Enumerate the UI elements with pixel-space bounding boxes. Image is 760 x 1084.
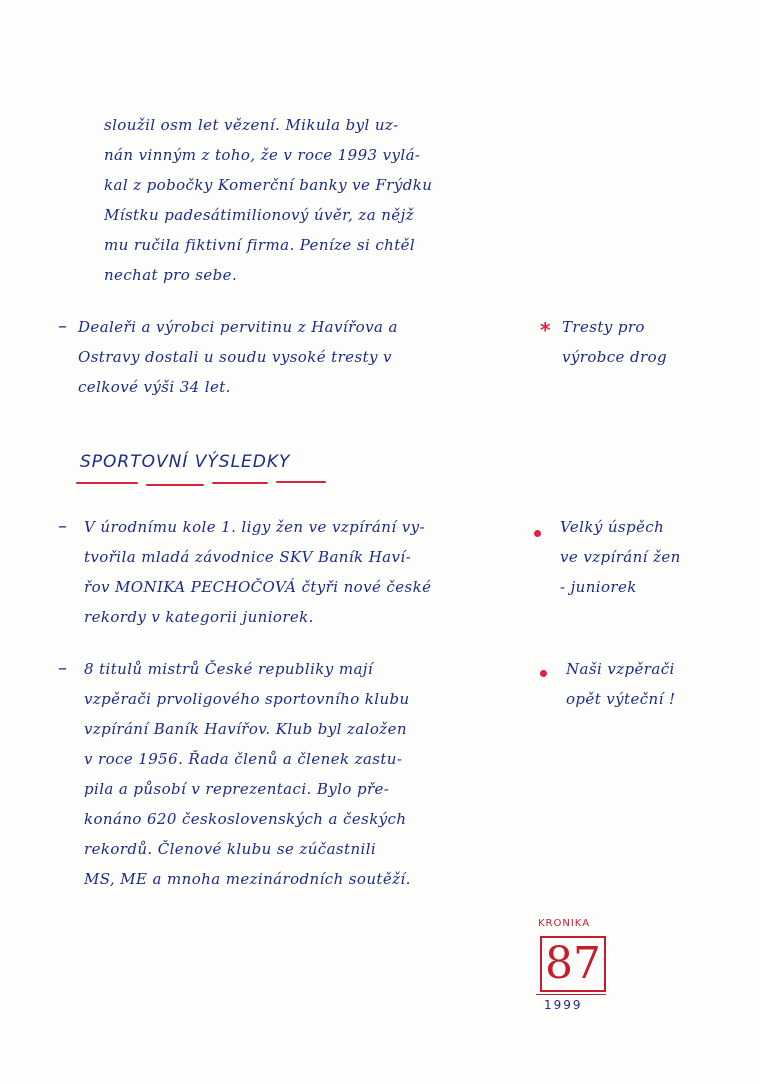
chronicle-stamp [534,918,614,1018]
item-line: Ostravy dostali u soudu vysoké tresty v [78,348,392,366]
item-titles [84,654,411,894]
note-line: Tresty pro [562,318,645,336]
stamp-divider [536,994,606,995]
item-line: vzpírání Baník Havířov. Klub byl založen [84,720,407,738]
item-dealers [78,312,398,402]
intro-line: sloužil osm let vězení. Mikula byl uz- [104,116,399,134]
item-line: Dealeři a výrobci pervitinu z Havířova a [78,318,398,336]
intro-line: kal z pobočky Komerční banky ve Frýdku [104,176,433,194]
item-line: v roce 1956. Řada členů a členek zastu- [84,750,403,768]
note-line: Naši vzpěrači [566,660,675,678]
intro-line: nán vinným z toho, že v roce 1993 vylá- [104,146,421,164]
list-dash: – [58,316,67,337]
red-dot-marker-icon [540,670,547,677]
list-dash: – [58,658,67,679]
item-line: pila a působí v reprezentaci. Bylo pře- [84,780,390,798]
section-heading: SPORTOVNÍ VÝSLEDKY [80,452,291,472]
item-line: řov MONIKA PECHOČOVÁ čtyři nové české [84,578,432,596]
heading-underline [276,481,326,483]
item-line: konáno 620 československých a českých [84,810,407,828]
margin-note-juniors [560,512,681,602]
note-line: ve vzpírání žen [560,548,681,566]
list-dash: – [58,516,67,537]
item-line: tvořila mladá závodnice SKV Baník Haví- [84,548,412,566]
item-line: 8 titulů mistrů České republiky mají [84,660,374,678]
item-line: rekordy v kategorii juniorek. [84,608,314,626]
item-line: rekordů. Členové klubu se zúčastnili [84,840,377,858]
red-dot-marker-icon [534,530,541,537]
margin-note-titles [566,654,675,714]
stamp-box [540,936,606,992]
note-line: opět výteční ! [566,690,676,708]
intro-line: nechat pro sebe. [104,266,238,284]
stamp-year: 1999 [544,998,583,1012]
note-line: výrobce drog [562,348,668,366]
page-number: 87 [545,938,601,989]
heading-underline [76,482,138,484]
intro-line: mu ručila fiktivní firma. Peníze si chtěl [104,236,416,254]
note-line: Velký úspěch [560,518,665,536]
item-line: vzpěrači prvoligového sportovního klubu [84,690,410,708]
heading-underline [212,482,268,484]
stamp-label: KRONIKA [538,918,591,929]
intro-paragraph [104,110,432,290]
item-juniors [84,512,431,632]
item-line: MS, ME a mnoha mezinárodních soutěží. [84,870,411,888]
note-line: - juniorek [560,578,637,596]
heading-underline [146,484,204,486]
item-line: V úrodnímu kole 1. ligy žen ve vzpírání vy- [84,518,425,536]
margin-note-dealers [562,312,667,372]
asterisk-marker-icon: * [540,318,551,342]
intro-line: Místku padesátimilionový úvěr, za nějž [104,206,414,224]
item-line: celkové výši 34 let. [78,378,231,396]
